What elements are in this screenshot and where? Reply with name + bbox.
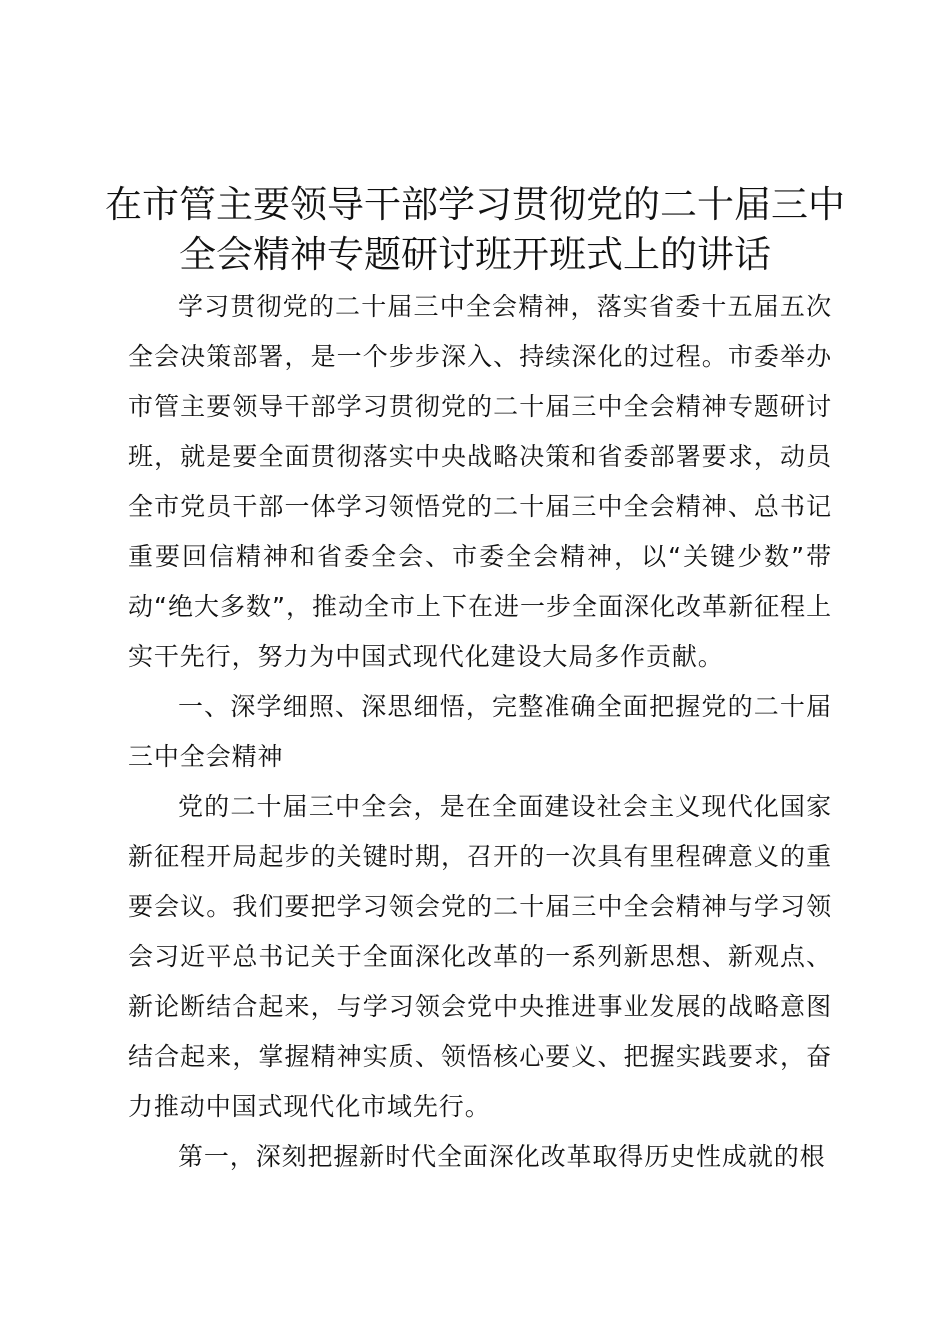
section-heading-1: 一、深学细照、深思细悟，完整准确全面把握党的二十届三中全会精神 — [128, 692, 832, 771]
section-paragraph-1: 党的二十届三中全会，是在全面建设社会主义现代化国家新征程开局起步的关键时期，召开的一次具有里程碑意义的重要会议。我们要把学习领会党的二十届三中全会精神与学习领会习近平总书记关于全面深化改革的一系列新思想、新观点、新论断结合起来，与学习领会党中央推进事业发展的战略意图结合起来，掌握精神实质、领悟核心要义、把握实践要求，奋力推动中国式现代化市域先行。 — [128, 792, 832, 1121]
document-title — [80, 180, 870, 280]
subsection-paragraph-1: 第一，深刻把握新时代全面深化改革取得历史性成就的根 — [178, 1142, 826, 1171]
intro-paragraph: 学习贯彻党的二十届三中全会精神，落实省委十五届五次全会决策部署，是一个步步深入、持续深化的过程。市委举办市管主要领导干部学习贯彻党的二十届三中全会精神专题研讨班，就是要全面贯彻落实中央战略决策和省委部署要求，动员全市党员干部一体学习领悟党的二十届三中全会精神、总书记重要回信精神和省委全会、市委全会精神，以“关键少数”带动“绝大多数”，推动全市上下在进一步全面深化改革新征程上实干先行，努力为中国式现代化建设大局多作贡献。 — [128, 292, 832, 671]
document-body — [128, 282, 832, 1182]
title-line-2: 全会精神专题研讨班开班式上的讲话 — [179, 233, 771, 276]
title-line-1: 在市管主要领导干部学习贯彻党的二十届三中 — [105, 183, 845, 226]
